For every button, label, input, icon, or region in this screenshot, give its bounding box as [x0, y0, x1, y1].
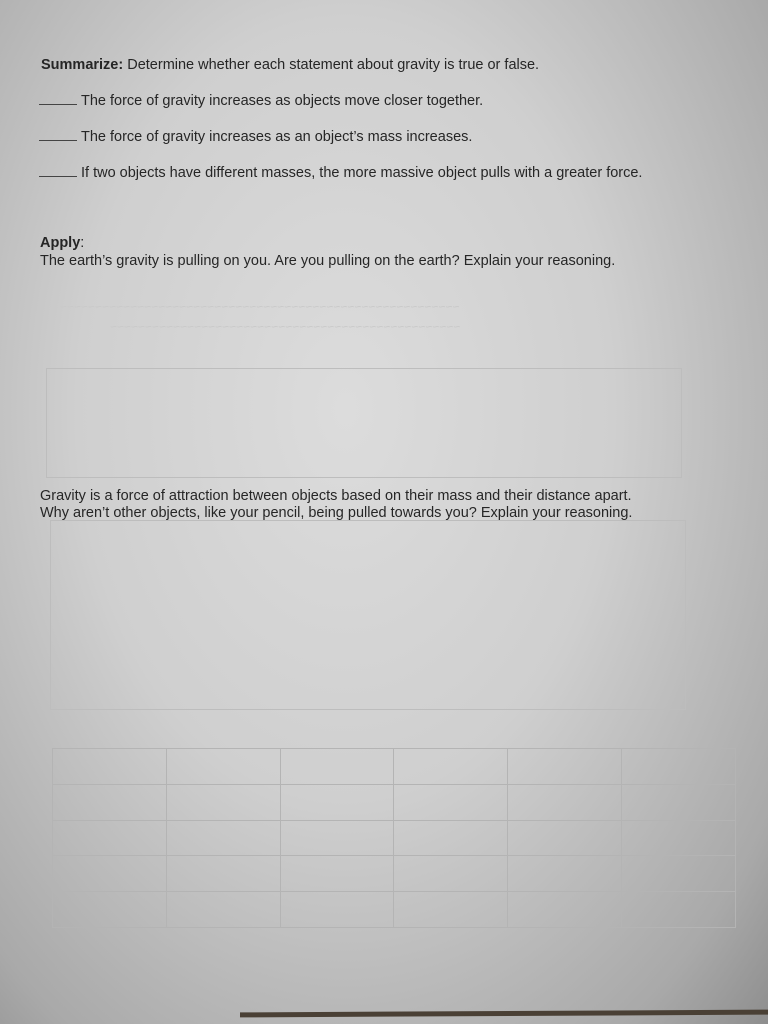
bleed-through-text: ~~~~~~~~~~~~~~~~~~~~~~~~~~~~~~~~~~~~~~~~~~~~~~~~~~~~~~~~~ — [60, 300, 460, 314]
apply-question: The earth’s gravity is pulling on you. Are you pulling on the earth? Explain your reasoning. — [40, 253, 616, 269]
answer-blank[interactable] — [39, 128, 77, 141]
bleed-through-text: ~~~~~~~~~~~~~~~~~~~~~~~~~~~~~~~~~~~~~~~~~~~~~~~~~~ — [110, 320, 461, 334]
summarize-instruction: Determine whether each statement about gravity is true or false. — [127, 57, 540, 73]
apply-heading-line — [40, 235, 84, 251]
statement-text: The force of gravity increases as objects move closer together. — [81, 93, 484, 109]
bleed-through-table — [52, 748, 736, 928]
apply-colon: : — [80, 235, 85, 251]
summarize-instruction-line — [41, 57, 539, 73]
true-false-item — [39, 128, 472, 145]
apply-answer-box[interactable] — [46, 368, 682, 478]
gravity-question-line-1: Gravity is a force of attraction between objects based on their mass and their distance apart. — [40, 488, 632, 504]
gravity-answer-box[interactable] — [50, 520, 686, 710]
answer-blank[interactable] — [39, 164, 77, 177]
page-bottom-edge — [240, 1010, 768, 1018]
answer-blank[interactable] — [39, 92, 77, 105]
apply-heading: Apply — [40, 235, 81, 251]
true-false-item — [39, 92, 483, 109]
true-false-item — [39, 164, 642, 181]
statement-text: The force of gravity increases as an object’s mass increases. — [81, 129, 473, 145]
summarize-heading: Summarize: — [41, 57, 124, 73]
gravity-question-line-2: Why aren’t other objects, like your pencil, being pulled towards you? Explain your reasoning. — [40, 505, 633, 521]
statement-text: If two objects have different masses, the more massive object pulls with a greater force. — [81, 165, 643, 181]
